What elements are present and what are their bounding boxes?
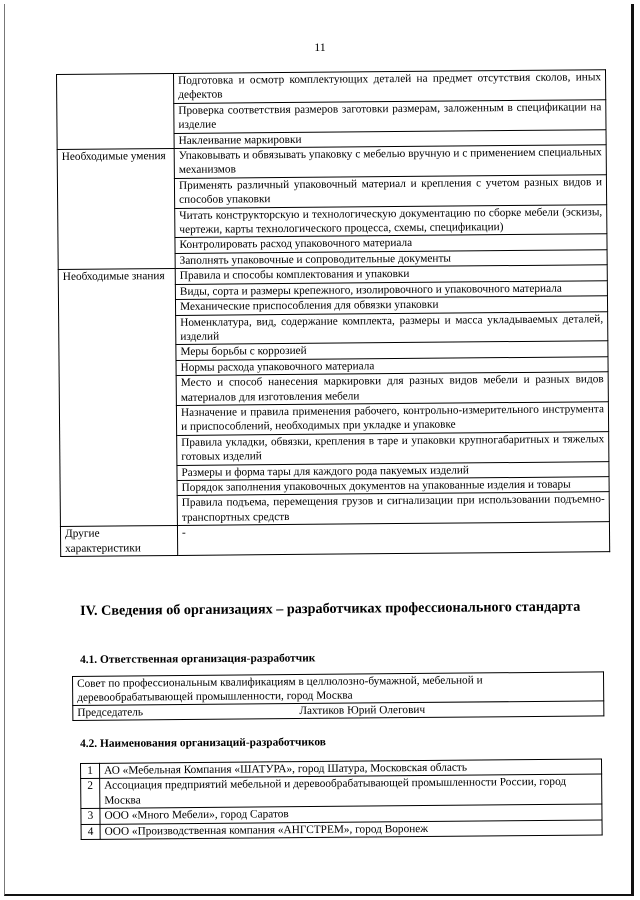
developer-row [81,774,602,808]
skill-row [57,145,606,180]
org-name-cell: Совет по профессиональным квалификациям в целлюлозно-бумажной, мебельной и деревообрабатывающей промышленности, город Москва [73,672,604,706]
labor-functions-table-body [57,70,610,557]
developer-name: Ассоциация предприятий мебельной и деревообрабатывающей промышленности России, город Москва [100,774,602,808]
knowledge-row-text: Правила подъема, перемещения грузов и сигнализации при использовании подъемно-транспортных средств [177,492,609,526]
knowledge-row-text: Место и способ нанесения маркировки для разных видов мебели и разных видов материалов для изготовления мебели [176,372,608,406]
knowledge-row-text: Правила укладки, обвязки, крепления в таре и упаковки крупногабаритных и тяжелых готовых изделий [177,431,609,465]
developer-orgs-table-body [81,759,603,840]
knowledge-row-text: Размеры и форма тары для каждого рода пакуемых изделий [177,461,609,480]
developer-name: ООО «Производственная компания «АНГСТРЕМ», город Воронеж [100,820,602,840]
developer-number: 1 [81,763,100,779]
section-iv-heading: IV. Сведения об организациях – разработчиках профессионального стандарта [80,598,581,619]
skill-row-text: Заполнять упаковочные и сопроводительные документы [175,250,607,269]
knowledge-row-text: Виды, сорта и размеры крепежного, изолировочного и упаковочного материала [175,280,607,299]
continued-item-row-text: Наклеивание маркировки [174,129,606,148]
other-characteristics-value: - [177,522,609,556]
knowledge-row-text: Нормы расхода упаковочного материала [176,356,608,375]
continued-item-row-text: Проверка соответствия размеров заготовки размерам, заложенным в спецификации на изделие [174,100,606,134]
developer-number: 4 [81,824,100,840]
knowledge-row-text: Порядок заполнения упаковочных документов на упакованные изделия и товары [177,477,609,496]
other-characteristics-label: Другие характеристики [60,526,177,557]
knowledge-label: Необходимые знания [58,269,177,527]
knowledge-row-text: Механические приспособления для обвязки упаковки [175,296,607,315]
knowledge-row-text: Номенклатура, вид, содержание комплекта, размеры и масса укладываемых деталей, изделий [176,311,608,345]
skill-row-text: Упаковывать и обвязывать упаковку с мебелью вручную и с применением специальных механизмов [174,145,606,179]
knowledge-row-text: Правила и способы комплектования и упаковки [175,265,607,284]
page-number: 11 [314,40,326,54]
skill-row-text: Контролировать расход упаковочного материала [175,234,607,253]
knowledge-row-text: Назначение и правила применения рабочего, контрольно-измерительного инструмента и приспособлений, необходимых при укладке и упаковке [176,402,608,436]
responsible-org-table [72,671,604,721]
skill-row-text: Применять различный упаковочный материал и крепления с учетом разных видов и способов упаковки [174,175,606,209]
developer-name: ООО «Много Мебели», город Саратов [100,804,602,824]
responsible-org-heading: 4.1. Ответственная организация-разработчик [80,652,316,666]
developer-number: 2 [81,779,100,809]
continued-item-row-text: Подготовка и осмотр комплектующих деталей на предмет отсутствия сколов, иных дефектов [173,70,605,104]
developer-number: 3 [81,809,100,825]
labor-functions-table [56,69,610,557]
continued-label-cell [57,73,175,149]
chair-person-name: Лахтиков Юрий Олегович [299,703,426,718]
other-characteristics-row [60,522,609,557]
developer-orgs-table [80,758,603,840]
org-row [73,672,604,706]
skills-label: Необходимые умения [57,149,175,270]
developer-name: АО «Мебельная Компания «ШАТУРА», город Шатура, Московская область [100,759,602,779]
continued-item-row [57,70,606,105]
chair-position: Председатель [77,706,144,719]
developer-orgs-heading: 4.2. Наименования организаций-разработчиков [80,736,326,750]
knowledge-row-text: Меры борьбы с коррозией [176,341,608,360]
skill-row-text: Читать конструкторскую и технологическую документацию по сборке мебели (эскизы, чертежи, карты технологического процесса, схемы, спецификации) [175,204,607,238]
